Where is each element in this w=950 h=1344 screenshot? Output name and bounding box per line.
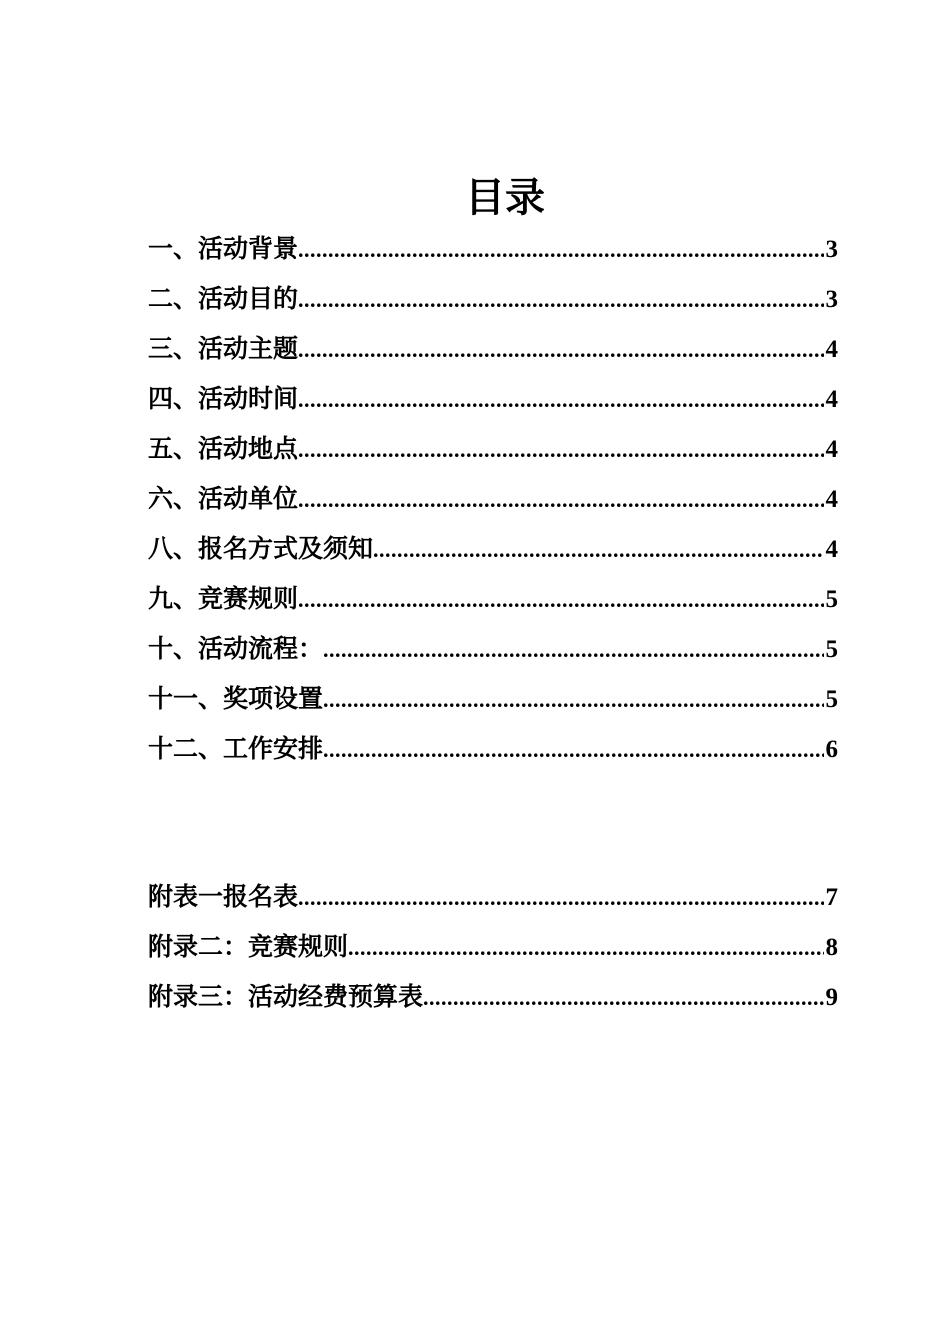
toc-entry-page: 6	[825, 736, 838, 763]
toc-entry-page: 5	[825, 586, 838, 613]
toc-entry[interactable]	[148, 377, 838, 427]
toc-entry-label: 九、竞赛规则	[148, 584, 299, 613]
toc-entry-label: 一、活动背景	[148, 234, 299, 263]
toc-entry-label: 二、活动目的	[148, 284, 299, 313]
toc-dot-leader	[423, 976, 823, 1020]
toc-entry-label: 六、活动单位	[148, 484, 299, 513]
toc-dot-leader	[323, 628, 823, 672]
toc-entry[interactable]	[148, 327, 838, 377]
toc-entry-page: 4	[825, 386, 838, 413]
toc-entry[interactable]	[148, 727, 838, 777]
toc-dot-leader	[298, 228, 823, 272]
toc-entry-page: 4	[825, 486, 838, 513]
toc-entry-label: 十、活动流程：	[148, 634, 324, 663]
toc-dot-leader	[323, 728, 823, 772]
toc-entry-label: 八、报名方式及须知	[148, 534, 374, 563]
toc-entry-page: 3	[825, 236, 838, 263]
toc-entry-label: 五、活动地点	[148, 434, 299, 463]
toc-entry[interactable]	[148, 527, 838, 577]
toc-entry[interactable]	[148, 227, 838, 277]
toc-dot-leader	[373, 528, 823, 572]
toc-dot-leader	[298, 428, 823, 472]
toc-appendix-entry[interactable]	[148, 975, 838, 1025]
toc-appendix-page: 9	[825, 984, 838, 1011]
toc-entry-label: 十二、工作安排	[148, 734, 324, 763]
toc-entry[interactable]	[148, 577, 838, 627]
toc-dot-leader	[298, 328, 823, 372]
toc-entry-label: 三、活动主题	[148, 334, 299, 363]
toc-entry-page: 5	[825, 636, 838, 663]
toc-entry-label: 十一、奖项设置	[148, 684, 324, 713]
toc-entry[interactable]	[148, 627, 838, 677]
toc-appendix-page: 7	[825, 884, 838, 911]
toc-entry[interactable]	[148, 427, 838, 477]
toc-appendix-page: 8	[825, 934, 838, 961]
toc-appendix-label: 附录三：活动经费预算表	[148, 982, 424, 1011]
toc-entry-page: 4	[825, 436, 838, 463]
toc-dot-leader	[298, 378, 823, 422]
toc-appendix-list	[148, 875, 838, 1025]
toc-dot-leader	[298, 578, 823, 622]
toc-dot-leader	[298, 278, 823, 322]
toc-entry-page: 4	[825, 536, 838, 563]
toc-dot-leader	[298, 876, 823, 920]
toc-appendix-entry[interactable]	[148, 925, 838, 975]
toc-appendix-entry[interactable]	[148, 875, 838, 925]
toc-entry-page: 3	[825, 286, 838, 313]
toc-title: 目录	[465, 174, 545, 221]
toc-entry-page: 4	[825, 336, 838, 363]
toc-dot-leader	[348, 926, 823, 970]
toc-entry-page: 5	[825, 686, 838, 713]
toc-entry[interactable]	[148, 477, 838, 527]
toc-dot-leader	[323, 678, 823, 722]
toc-appendix-label: 附录二：竞赛规则	[148, 932, 349, 961]
toc-entry-label: 四、活动时间	[148, 384, 299, 413]
toc-entry[interactable]	[148, 277, 838, 327]
toc-appendix-label: 附表一报名表	[148, 882, 299, 911]
toc-entry[interactable]	[148, 677, 838, 727]
toc-dot-leader	[298, 478, 823, 522]
toc-main-list	[148, 227, 838, 777]
